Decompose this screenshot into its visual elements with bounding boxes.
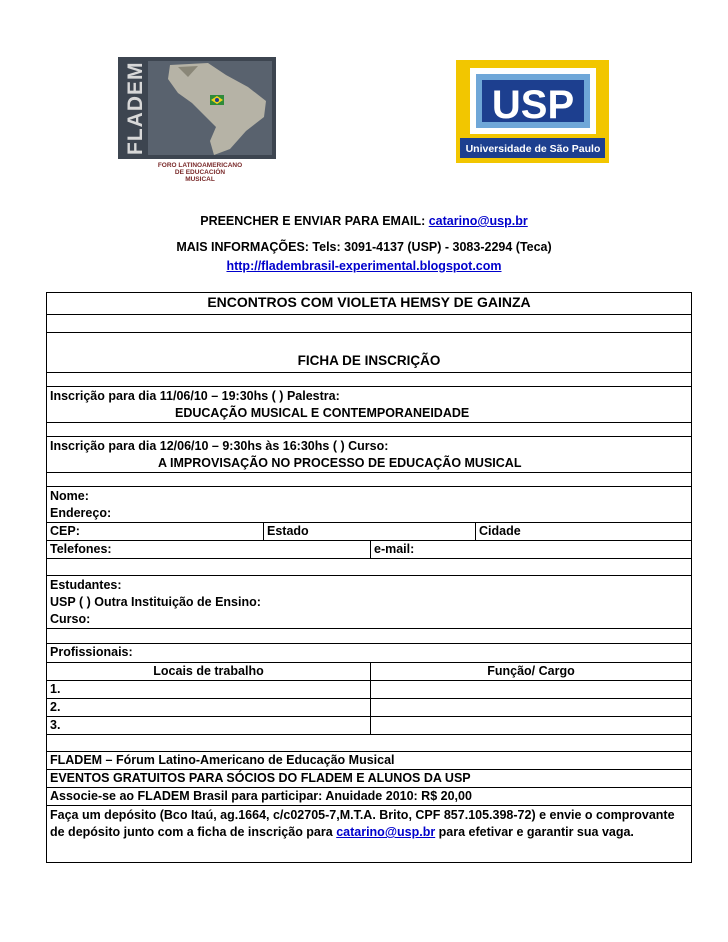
name-address-row[interactable] — [47, 487, 691, 523]
estado-field[interactable]: Estado — [263, 523, 475, 540]
blank-row — [47, 423, 691, 437]
usp-caption: Universidade de São Paulo — [465, 143, 601, 155]
deposit-text-end: para efetivar e garantir sua vaga. — [435, 825, 634, 839]
registration-form — [46, 292, 692, 863]
fladem-vertical-text: FLADEM — [124, 61, 147, 155]
deposit-text: Faça um depósito (Bco Itaú, ag.1664, c/c02705-7,M.T.A. Brito, CPF 857.105.398-72) e envie o comprovante de depósito junto com a ficha de inscrição para — [50, 808, 675, 839]
blog-line — [0, 259, 728, 273]
blank-row — [47, 315, 691, 333]
curso-label: Curso: — [50, 612, 91, 626]
work-row-1 — [47, 681, 691, 699]
usp-letters: USP — [491, 83, 575, 127]
fladem-logo — [118, 57, 276, 183]
blank-row — [47, 629, 691, 644]
cep-row — [47, 523, 691, 541]
fladem-caption-2: DE EDUCACIÓN — [174, 169, 226, 176]
blank-row — [47, 473, 691, 487]
work-header-row — [47, 663, 691, 681]
cidade-field[interactable]: Cidade — [475, 523, 691, 540]
blank-row — [47, 373, 691, 387]
footer-membership: Associe-se ao FLADEM Brasil para participar: Anuidade 2010: R$ 20,00 — [47, 788, 691, 806]
form-subtitle: FICHA DE INSCRIÇÃO — [47, 333, 691, 373]
students-row[interactable] — [47, 576, 691, 629]
deposit-email-link[interactable]: catarino@usp.br — [336, 825, 436, 839]
work-row-2 — [47, 699, 691, 717]
email-field[interactable]: e-mail: — [370, 541, 691, 558]
email-instruction — [0, 214, 728, 228]
email-instruction-text: PREENCHER E ENVIAR PARA EMAIL: — [200, 214, 429, 228]
email-link[interactable]: catarino@usp.br — [428, 214, 528, 228]
work-row-3 — [47, 717, 691, 735]
telefones-field[interactable]: Telefones: — [50, 542, 112, 556]
info-line: MAIS INFORMAÇÕES: Tels: 3091-4137 (USP) - 3083-2294 (Teca) — [176, 240, 552, 254]
usp-logo — [456, 60, 609, 163]
usp-option: USP ( ) Outra Instituição de Ensino: — [50, 595, 261, 609]
work-cell-2[interactable]: 2. — [50, 700, 61, 714]
footer-deposit — [47, 806, 691, 862]
session2-row[interactable] — [47, 437, 691, 473]
form-title: ENCONTROS COM VIOLETA HEMSY DE GAINZA — [47, 293, 691, 315]
profissionais-label: Profissionais: — [47, 644, 691, 663]
function-cell-2[interactable] — [370, 699, 691, 716]
fladem-caption-3: MUSICAL — [185, 176, 215, 183]
footer-fladem: FLADEM – Fórum Latino-Americano de Educação Musical — [47, 752, 691, 770]
telefones-row — [47, 541, 691, 559]
work-cell-1[interactable]: 1. — [50, 682, 61, 696]
session2-line2: A IMPROVISAÇÃO NO PROCESSO DE EDUCAÇÃO MUSICAL — [158, 456, 522, 470]
nome-label: Nome: — [50, 489, 89, 503]
session1-line1: Inscrição para dia 11/06/10 – 19:30hs ( ) Palestra: — [50, 389, 340, 403]
blank-row — [47, 559, 691, 576]
footer-free-events: EVENTOS GRATUITOS PARA SÓCIOS DO FLADEM E ALUNOS DA USP — [47, 770, 691, 788]
cep-field[interactable]: CEP: — [50, 524, 80, 538]
work-cell-3[interactable]: 3. — [50, 718, 61, 732]
fladem-caption-1: FORO LATINOAMERICANO — [157, 162, 243, 169]
endereco-label: Endereço: — [50, 506, 112, 520]
blank-row — [47, 735, 691, 752]
function-cell-3[interactable] — [370, 717, 691, 734]
session2-line1: Inscrição para dia 12/06/10 – 9:30hs às 16:30hs ( ) Curso: — [50, 439, 389, 453]
funcao-header: Função/ Cargo — [370, 663, 691, 680]
session1-line2: EDUCAÇÃO MUSICAL E CONTEMPORANEIDADE — [175, 406, 470, 420]
locais-header: Locais de trabalho — [153, 664, 264, 678]
estudantes-label: Estudantes: — [50, 578, 122, 592]
blog-link[interactable]: http://fladembrasil-experimental.blogspot.com — [226, 259, 502, 273]
function-cell-1[interactable] — [370, 681, 691, 698]
session1-row[interactable] — [47, 387, 691, 423]
